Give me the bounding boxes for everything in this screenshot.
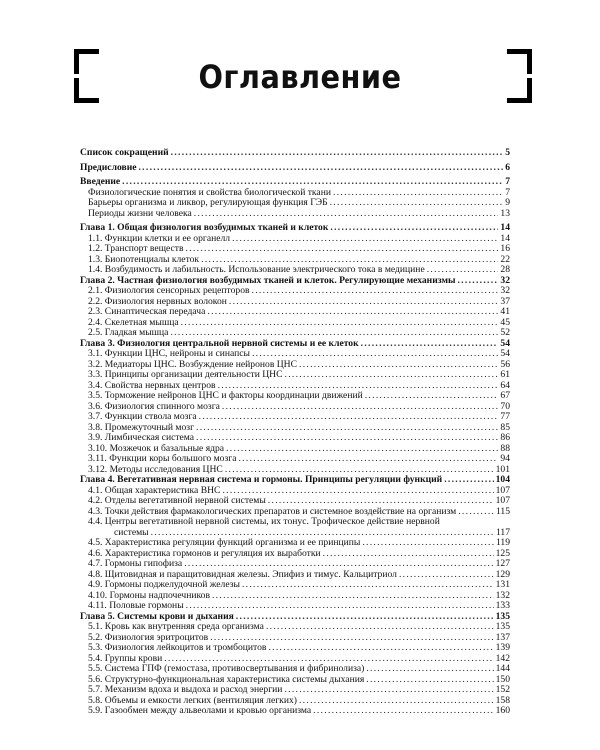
toc-entry-title: 5.2. Физиология эритроцитов xyxy=(88,631,209,643)
toc-page-number: 107 xyxy=(495,495,510,506)
toc-page-number: 132 xyxy=(495,589,510,601)
toc-page-number: 115 xyxy=(495,505,510,517)
toc-entry-title: 2.4. Скелетная мышца xyxy=(88,316,179,328)
toc-section-entry[interactable] xyxy=(80,538,510,549)
toc-leader-dots xyxy=(285,370,499,381)
toc-entry-title: 3.6. Физиология спинного мозга xyxy=(88,400,220,412)
toc-section-entry[interactable] xyxy=(80,370,510,381)
toc-entry-title: Глава 3. Физиология центральной нервной системы и ее клеток xyxy=(80,337,359,349)
toc-section-entry[interactable] xyxy=(80,685,510,696)
toc-section-entry[interactable] xyxy=(80,265,510,276)
toc-entry-title: 2.2. Физиология нервных волокон xyxy=(88,295,227,307)
toc-leader-dots xyxy=(196,433,498,444)
toc-leader-dots xyxy=(207,307,498,318)
toc-page-number: 22 xyxy=(500,253,510,265)
toc-entry-title: 5.3. Физиология лейкоцитов и тромбоцитов xyxy=(88,642,267,653)
toc-page-number: 107 xyxy=(495,484,510,496)
toc-page-number: 135 xyxy=(495,610,510,622)
toc-entry-title: 3.12. Методы исследования ЦНС xyxy=(88,463,223,475)
toc-entry-title: Глава 4. Вегетативная нервная система и гормоны. Принципы регуляции функций xyxy=(80,474,443,485)
toc-page-number: 139 xyxy=(495,642,510,653)
toc-entry-title: 3.9. Лимбическая система xyxy=(88,432,195,443)
toc-leader-dots xyxy=(186,601,494,612)
toc-section-entry[interactable] xyxy=(80,328,510,339)
toc-entry-title: 1.1. Функции клетки и ее органелл xyxy=(88,232,231,244)
toc-page-number: 131 xyxy=(495,579,510,590)
toc-entry-title: 3.3. Принципы организации деятельности ЦНС xyxy=(88,369,283,380)
toc-entry-title: Введение xyxy=(80,176,121,187)
toc-page-number: 54 xyxy=(500,337,510,349)
toc-entry-title: 4.2. Отделы вегетативной нервной системы xyxy=(88,495,266,506)
toc-leader-dots xyxy=(212,591,494,602)
toc-entry-title: 5.4. Группы крови xyxy=(88,652,163,664)
toc-page-number: 158 xyxy=(495,694,510,706)
toc-chapter-entry[interactable] xyxy=(80,148,510,159)
toc-page-number: 127 xyxy=(495,558,510,569)
toc-entry-title: 4.6. Характеристика гормонов и регуляция их выработки xyxy=(88,547,321,559)
toc-section-entry[interactable] xyxy=(80,622,510,633)
toc-chapter-entry[interactable] xyxy=(80,163,510,174)
toc-section-entry[interactable] xyxy=(80,706,510,717)
toc-entry-title: 5.8. Объемы и емкости легких (вентиляция легких) xyxy=(88,694,297,706)
toc-entry-title: 1.4. Возбудимость и лабильность. Использование электрического тока в медицине xyxy=(88,264,425,275)
toc-section-entry[interactable] xyxy=(80,286,510,297)
toc-entry-title: 4.7. Гормоны гипофиза xyxy=(88,558,183,569)
toc-leader-dots xyxy=(222,402,499,413)
toc-page-number: 56 xyxy=(500,358,510,370)
toc-entry-title: 4.10. Гормоны надпочечников xyxy=(88,589,210,601)
toc-leader-dots xyxy=(242,580,494,591)
toc-leader-dots xyxy=(458,507,494,518)
toc-section-entry[interactable] xyxy=(80,412,510,423)
toc-entry-title: 2.3. Синаптическая передача xyxy=(88,306,206,317)
toc-entry-title: 3.1. Функции ЦНС, нейроны и синапсы xyxy=(88,348,250,359)
toc-leader-dots xyxy=(399,570,494,581)
toc-page-number: 14 xyxy=(500,232,510,244)
toc-section-entry[interactable] xyxy=(80,198,510,209)
toc-page-number: 52 xyxy=(500,327,510,338)
toc-section-entry[interactable] xyxy=(80,307,510,318)
toc-page-number: 32 xyxy=(500,285,510,296)
toc-entry-title: Глава 1. Общая физиология возбудимых тканей и клеток xyxy=(80,222,329,233)
toc-page-number: 7 xyxy=(505,186,510,198)
toc-leader-dots xyxy=(361,339,499,350)
toc-page-number: 7 xyxy=(505,176,510,187)
toc-page-number: 45 xyxy=(500,316,510,328)
toc-leader-dots xyxy=(226,444,498,455)
toc-section-entry[interactable] xyxy=(80,349,510,360)
toc-entry-title: 4.4. Центры вегетативной нервной системы, их тонус. Трофическое действие нервной xyxy=(88,516,440,527)
toc-leader-dots xyxy=(184,559,493,570)
toc-section-entry[interactable] xyxy=(80,517,510,528)
toc-section-entry[interactable] xyxy=(80,433,510,444)
toc-section-entry[interactable] xyxy=(80,454,510,465)
toc-page-number: 101 xyxy=(495,463,510,475)
toc-section-entry[interactable] xyxy=(80,601,510,612)
toc-page-number: 160 xyxy=(495,705,510,716)
toc-entry-title: 4.9. Гормоны поджелудочной железы xyxy=(88,579,240,590)
toc-leader-dots xyxy=(313,706,493,717)
toc-entry-title: 1.2. Транспорт веществ xyxy=(88,243,184,254)
toc-page-number: 117 xyxy=(495,526,510,538)
toc-page-number: 150 xyxy=(495,673,510,685)
toc-page-number: 16 xyxy=(500,243,510,254)
toc-page-number: 144 xyxy=(495,663,510,674)
toc-page-number: 54 xyxy=(500,348,510,359)
toc-leader-dots xyxy=(252,349,498,360)
toc-page-number: 13 xyxy=(500,207,510,219)
toc-entry-title: Список сокращений xyxy=(80,147,169,158)
toc-entry-title: Физиологические понятия и свойства биологической ткани xyxy=(88,186,331,198)
toc-page-number: 104 xyxy=(495,474,510,485)
toc-page-number: 85 xyxy=(500,421,510,433)
toc-entry-title: Глава 5. Системы крови и дыхания xyxy=(80,610,234,622)
toc-entry-title: 5.9. Газообмен между альвеолами и кровью организма xyxy=(88,705,312,716)
toc-leader-dots xyxy=(229,297,499,308)
toc-entry-title: 3.8. Промежуточный мозг xyxy=(88,421,195,433)
toc-entry-title: 4.3. Точки действия фармакологических препаратов и системное воздействие на организм xyxy=(88,505,457,517)
toc-leader-dots xyxy=(457,276,498,287)
toc-leader-dots xyxy=(236,612,494,623)
toc-entry-title: 5.7. Механизм вдоха и выдоха и расход энергии xyxy=(88,684,283,695)
toc-leader-dots xyxy=(138,163,503,174)
toc-page-number: 14 xyxy=(500,222,510,233)
toc-entry-title: 2.1. Физиология сенсорных рецепторов xyxy=(88,285,250,296)
toc-section-entry[interactable] xyxy=(80,391,510,402)
toc-entry-title: 3.10. Мозжечок и базальные ядра xyxy=(88,442,225,454)
toc-section-entry[interactable] xyxy=(80,244,510,255)
toc-entry-title: Глава 2. Частная физиология возбудимых тканей и клеток. Регулирующие механизмы xyxy=(80,274,456,286)
toc-leader-dots xyxy=(366,675,493,686)
toc-page-number: 6 xyxy=(505,161,510,173)
toc-page-number: 41 xyxy=(500,306,510,317)
toc-leader-dots xyxy=(444,475,493,486)
toc-page-number: 94 xyxy=(500,453,510,464)
toc-page-number: 61 xyxy=(500,369,510,380)
toc-section-entry[interactable] xyxy=(80,209,510,220)
toc-leader-dots xyxy=(122,177,503,188)
toc-page-number: 119 xyxy=(495,537,510,548)
toc-entry-title: 4.5. Характеристика регуляции функций организма и ее принципы xyxy=(88,537,361,548)
toc-page-number: 133 xyxy=(495,600,510,611)
toc-leader-dots xyxy=(365,391,499,402)
toc-leader-dots xyxy=(333,188,503,199)
toc-section-entry[interactable] xyxy=(80,580,510,591)
toc-leader-dots xyxy=(170,328,498,339)
toc-section-entry[interactable] xyxy=(80,496,510,507)
page-title: Оглавление xyxy=(198,58,402,96)
toc-leader-dots xyxy=(171,148,504,159)
toc-entry-title: 5.1. Кровь как внутренняя среда организма xyxy=(88,621,264,632)
toc-page-number: 28 xyxy=(500,264,510,275)
toc-entry-title: 3.5. Торможение нейронов ЦНС и факторы координации движений xyxy=(88,390,363,401)
toc-leader-dots xyxy=(238,454,498,465)
toc-entry-title: 3.7. Функции ствола мозга xyxy=(88,411,197,422)
toc-entry-title: 4.11. Половые гормоны xyxy=(88,600,184,611)
toc-page-number: 37 xyxy=(500,295,510,307)
toc-entry-title: Предисловие xyxy=(80,161,137,173)
toc-entry-title: 4.1. Общая характеристика ВНС xyxy=(88,484,221,496)
toc-page-number: 32 xyxy=(500,274,510,286)
toc-leader-dots xyxy=(268,496,494,507)
toc-leader-dots xyxy=(266,622,494,633)
toc-section-entry[interactable] xyxy=(80,643,510,654)
toc-chapter-entry[interactable] xyxy=(80,223,510,234)
toc-leader-dots xyxy=(323,549,494,560)
toc-leader-dots xyxy=(194,209,499,220)
toc-leader-dots xyxy=(181,318,499,329)
toc-page-number: 142 xyxy=(495,652,510,664)
toc-page-number: 86 xyxy=(500,432,510,443)
toc-page-number: 135 xyxy=(495,621,510,632)
toc-entry-title: 5.6. Структурно-функциональная характеристика системы дыхания xyxy=(88,673,365,685)
toc-leader-dots xyxy=(330,223,498,234)
toc-page-number: 137 xyxy=(495,631,510,643)
toc-leader-dots xyxy=(366,664,493,675)
toc-leader-dots xyxy=(252,286,499,297)
toc-leader-dots xyxy=(427,265,499,276)
toc-page-number: 67 xyxy=(500,390,510,401)
toc-leader-dots xyxy=(186,244,499,255)
toc-leader-dots xyxy=(284,685,493,696)
toc-section-entry[interactable] xyxy=(80,559,510,570)
toc-entry-title: 5.5. Система ГПФ (гемостаза, противосвертывания и фибринолиза) xyxy=(88,663,365,674)
toc-page-number: 9 xyxy=(505,197,510,208)
toc-page-number: 77 xyxy=(500,411,510,422)
toc-page-number: 70 xyxy=(500,400,510,412)
toc-chapter-entry[interactable] xyxy=(80,475,510,486)
toc-entry-title: 1.3. Биопотенциалы клеток xyxy=(88,253,200,265)
toc-entry-title: Периоды жизни человека xyxy=(88,207,192,219)
toc-page-number: 129 xyxy=(495,568,510,580)
toc-leader-dots xyxy=(330,198,504,209)
toc-leader-dots xyxy=(232,234,498,245)
toc-page-number: 152 xyxy=(495,684,510,695)
toc-entry-title: 2.5. Гладкая мышца xyxy=(88,327,169,338)
toc-entry-title: 3.11. Функции коры большого мозга xyxy=(88,453,237,464)
toc-entry-title: 4.8. Щитовидная и паращитовидная железы. Эпифиз и тимус. Кальцитриол xyxy=(88,568,397,580)
toc-entry-title: системы xyxy=(114,526,149,538)
toc-entry-title: 3.4. Свойства нервных центров xyxy=(88,379,216,391)
toc-entry-title: 3.2. Медиаторы ЦНС. Возбуждение нейронов ЦНС xyxy=(88,358,298,370)
toc-page-number: 64 xyxy=(500,379,510,391)
toc-leader-dots xyxy=(199,412,499,423)
toc-leader-dots xyxy=(299,360,498,371)
toc-section-entry[interactable] xyxy=(80,664,510,675)
toc-page-number: 125 xyxy=(495,547,510,559)
toc-leader-dots xyxy=(362,538,494,549)
toc-leader-dots xyxy=(196,423,498,434)
toc-entry-title: Барьеры организма и ликвор, регулирующая функция ГЭБ xyxy=(88,197,328,208)
toc-chapter-entry[interactable] xyxy=(80,177,510,188)
table-of-contents xyxy=(80,148,510,717)
toc-leader-dots xyxy=(299,696,494,707)
toc-page-number: 88 xyxy=(500,442,510,454)
toc-page-number: 5 xyxy=(505,147,510,158)
toc-leader-dots xyxy=(268,643,493,654)
